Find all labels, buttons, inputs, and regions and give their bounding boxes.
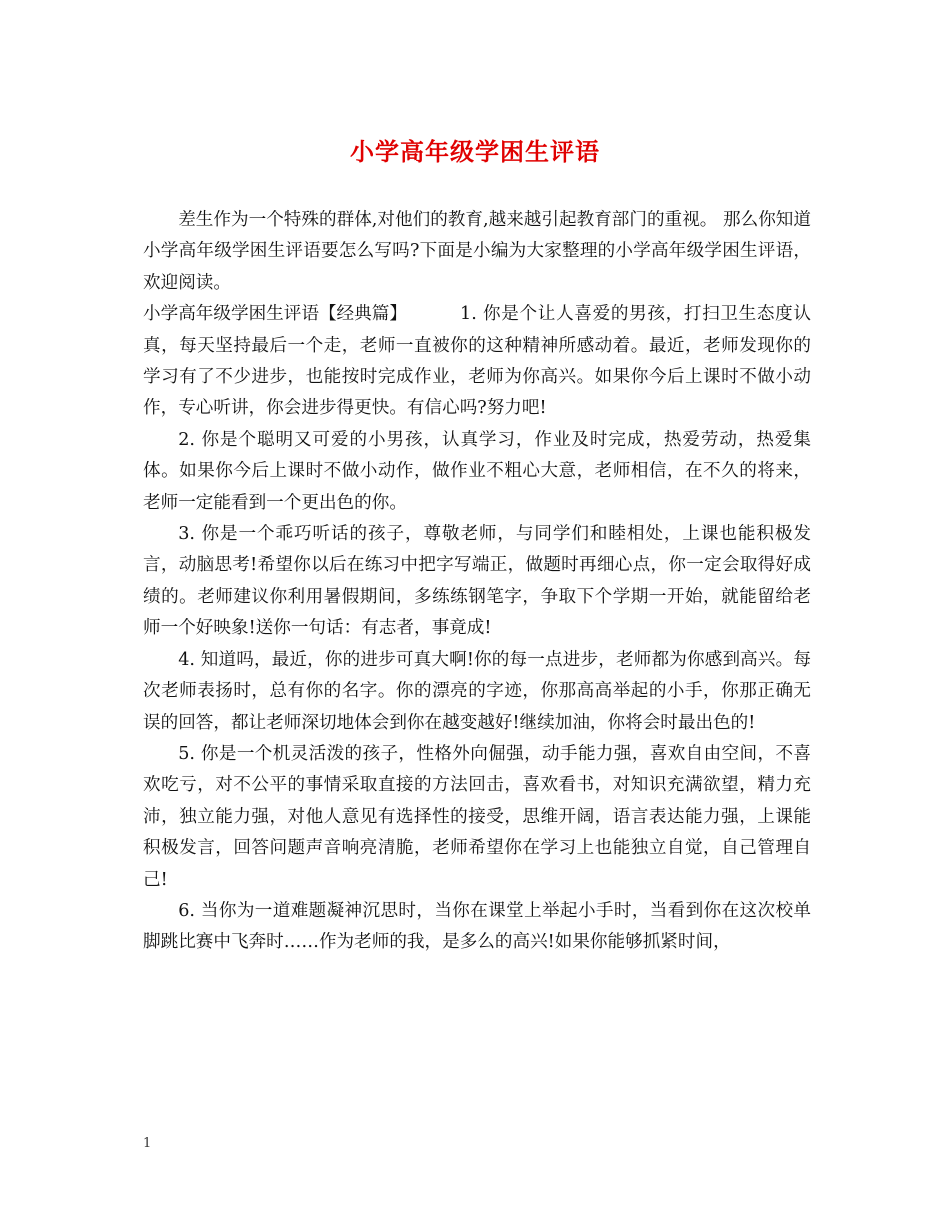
comment-3-paragraph: 3. 你是一个乖巧听话的孩子，尊敬老师，与同学们和睦相处，上课也能积极发言，动脑思考!希望你以后在练习中把字写端正，做题时再细心点，你一定会取得好成绩的。老师建议你利用暑假期间，多练练钢笔字，争取下个学期一开始，就能留给老师一个好映象!送你一句话：有志者，事竟成! [143, 524, 811, 639]
page-number: 1 [143, 1136, 152, 1151]
section-label: 小学高年级学困生评语【经典篇】 [143, 304, 407, 325]
comment-5-paragraph: 5. 你是一个机灵活泼的孩子，性格外向倔强，动手能力强，喜欢自由空间，不喜欢吃亏，对不公平的事情采取直接的方法回击，喜欢看书，对知识充满欲望，精力充沛，独立能力强，对他人意见有选择性的接受，思维开阔，语言表达能力强，上课能积极发言，回答问题声音响亮清脆，老师希望你在学习上也能独立自觉，自己管理自己! [143, 743, 811, 890]
comment-6-paragraph: 6. 当你为一道难题凝神沉思时，当你在课堂上举起小手时，当看到你在这次校单脚跳比赛中飞奔时……作为老师的我，是多么的高兴!如果你能够抓紧时间， [143, 900, 811, 953]
section-paragraph-1 [143, 299, 811, 425]
intro-paragraph: 差生作为一个特殊的群体,对他们的教育,越来越引起教育部门的重视。 那么你知道小学高年级学困生评语要怎么写吗?下面是小编为大家整理的小学高年级学困生评语，欢迎阅读。 [143, 210, 811, 293]
comment-4-paragraph: 4. 知道吗，最近，你的进步可真大啊!你的每一点进步，老师都为你感到高兴。每次老师表扬时，总有你的名字。你的漂亮的字迹，你那高高举起的小手，你那正确无误的回答，都让老师深切地体会到你在越变越好!继续加油，你将会时最出色的! [143, 649, 811, 733]
document-title: 小学高年级学困生评语 [350, 137, 600, 166]
comment-2-paragraph: 2. 你是个聪明又可爱的小男孩，认真学习，作业及时完成，热爱劳动，热爱集体。如果你今后上课时不做小动作，做作业不粗心大意，老师相信，在不久的将来，老师一定能看到一个更出色的你。 [143, 429, 811, 513]
document-body [143, 205, 811, 959]
comment-1-text: 1. 你是个让人喜爱的男孩，打扫卫生态度认真，每天坚持最后一个走，老师一直被你的这种精神所感动着。最近，老师发现你的学习有了不少进步，也能按时完成作业，老师为你高兴。如果你今后上课时不做小动作，专心听讲，你会进步得更快。有信心吗?努力吧! [143, 304, 811, 419]
